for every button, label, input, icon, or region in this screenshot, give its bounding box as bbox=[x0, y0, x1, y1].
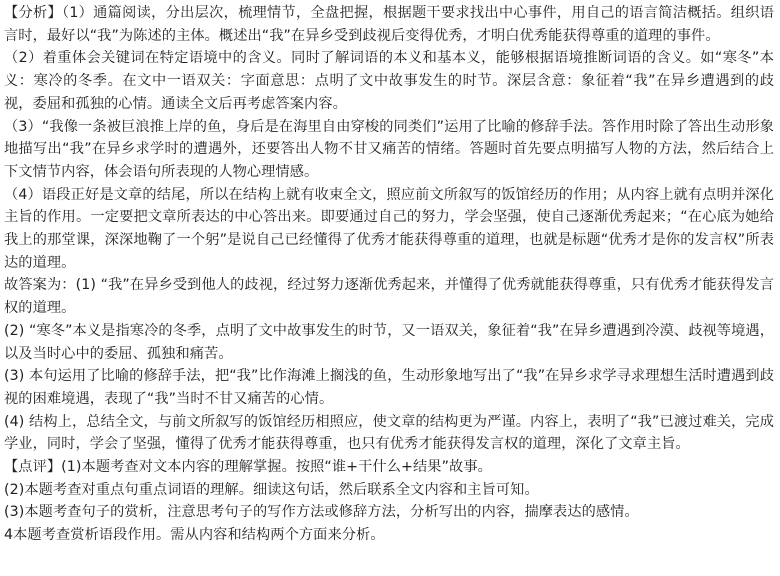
analysis-part-1: 【分析】（1）通篇阅读，分出层次，梳理情节，全盘把握，根据题干要求找出中心事件，用自己的语言简洁概括。组织语言时，最好以“我”为陈述的主体。概述出“我”在异乡受到歧视后变得优秀，才明白优秀能获得尊重的道理的事件。 bbox=[4, 5, 774, 44]
answer-part-2: (2) “寒冬”本义是指寒冷的冬季，点明了文中故事发生的时节，又一语双关，象征着“我”在异乡遭遇到冷漠、歧视等境遇，以及当时心中的委屈、孤独和痛苦。 bbox=[4, 322, 774, 362]
comment-part-4: 4本题考查赏析语段作用。需从内容和结构两个方面来分析。 bbox=[4, 527, 385, 544]
comment-part-3: (3)本题考查句子的赏析，注意思考句子的写作方法或修辞方法，分析写出的内容，揣摩表达的感情。 bbox=[4, 504, 639, 521]
answer-part-4: (4) 结构上，总结全文，与前文所叙写的饭馆经历相照应，使文章的结构更为严谨。内容上，表明了“我”已渡过难关，完成学业，同时，学会了坚强，懂得了优秀才能获得尊重，也只有优秀才能获得发言权的道理，深化了文章主旨。 bbox=[4, 413, 774, 453]
analysis-part-2: （2）着重体会关键词在特定语境中的含义。同时了解词语的本义和基本义，能够根据语境推断词语的含义。如“寒冬”本义：寒冷的冬季。在文中一语双关：字面意思：点明了文中故事发生的时节。深层含意：象征着“我”在异乡遭遇到的歧视，委屈和孤独的心情。通读全文后再考虑答案内容。 bbox=[4, 50, 774, 112]
analysis-part-4: （4）语段正好是文章的结尾，所以在结构上就有收束全文，照应前文所叙写的饭馆经历的作用；从内容上就有点明并深化主旨的作用。一定要把文章所表达的中心答出来。即要通过自己的努力，学会坚强，使自己逐渐优秀起来；“在心底为她给我上的那堂课，深深地鞠了一个躬”是说自己已经懂得了优秀才能获得尊重的道理，也就是标题“优秀才是你的发言权”所表达的道理。 bbox=[4, 186, 774, 271]
answer-part-3: (3) 本句运用了比喻的修辞手法，把“我”比作海滩上搁浅的鱼，生动形象地写出了“我”在异乡求学寻求理想生活时遭遇到歧视的困难境遇，表现了“我”当时不甘又痛苦的心情。 bbox=[4, 368, 774, 407]
comment-part-1: 【点评】(1)本题考查对文本内容的理解掌握。按照“谁+干什么+结果”故事。 bbox=[4, 459, 492, 476]
comment-part-2: (2)本题考查对重点句重点词语的理解。细读这句话，然后联系全文内容和主旨可知。 bbox=[4, 481, 539, 498]
answer-part-1: 故答案为：(1) “我”在异乡受到他人的歧视，经过努力逐渐优秀起来，并懂得了优秀就能获得尊重，只有优秀才能获得发言权的道理。 bbox=[4, 277, 774, 317]
analysis-part-3: （3）“我像一条被巨浪推上岸的鱼，身后是在海里自由穿梭的同类们”运用了比喻的修辞手法。答作用时除了答出生动形象地描写出“我”在异乡求学时的遭遇外，还要答出人物不甘又痛苦的情绪。答题时首先要点明描写人物的方法，然后结合上下文情节内容，体会语句所表现的人物心理情感。 bbox=[4, 118, 774, 180]
